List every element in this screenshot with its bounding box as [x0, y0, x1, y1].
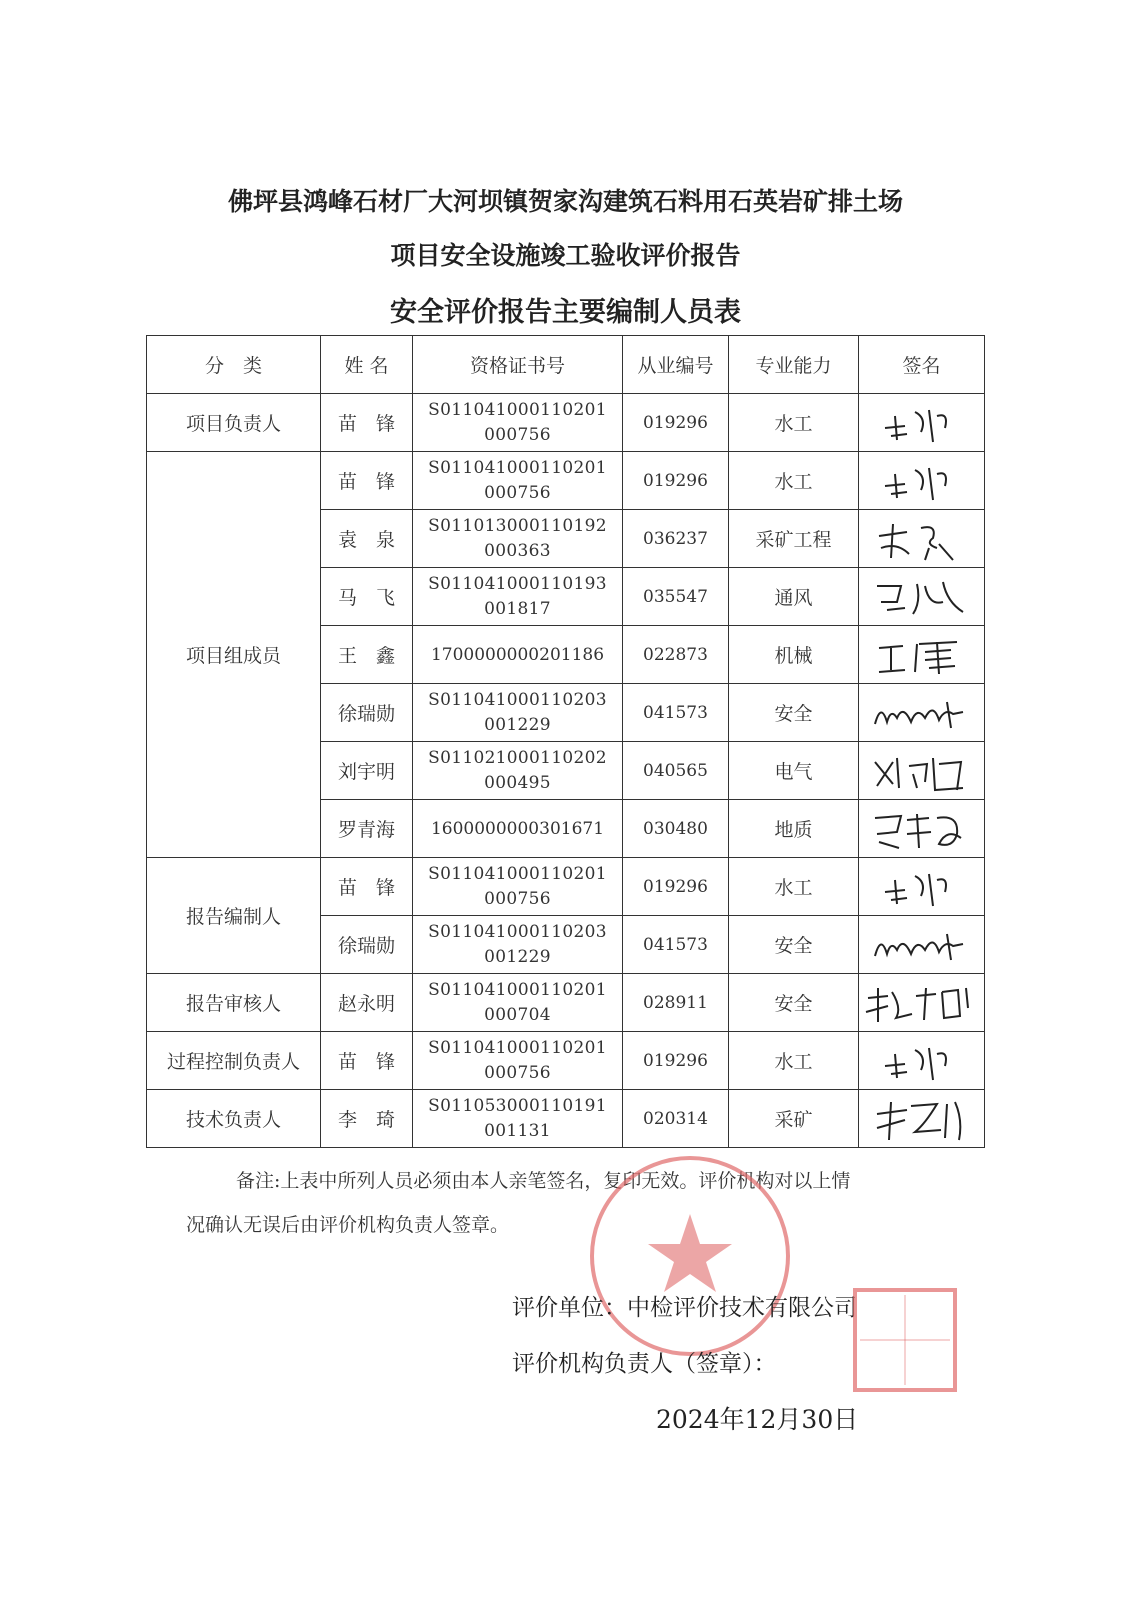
note-line1: 备注:上表中所列人员必须由本人亲笔签名，复印无效。评价机构对以上情: [236, 1170, 851, 1192]
table-row: [147, 1032, 985, 1090]
skill-cell: 安全: [729, 974, 859, 1032]
skill-cell: 通风: [729, 568, 859, 626]
id-cell: 020314: [623, 1090, 729, 1148]
id-cell: 041573: [623, 684, 729, 742]
cert-cell: 1600000000301671: [413, 800, 623, 858]
skill-cell: 电气: [729, 742, 859, 800]
header-signature: 签名: [859, 336, 985, 394]
signature: [859, 568, 985, 626]
skill-cell: 安全: [729, 916, 859, 974]
table-row: [147, 858, 985, 916]
signature: [859, 916, 985, 974]
header-skill: 专业能力: [729, 336, 859, 394]
id-cell: 019296: [623, 858, 729, 916]
name-cell: 赵永明: [321, 974, 413, 1032]
name-cell: 苗 锋: [321, 1032, 413, 1090]
name-cell: 李 琦: [321, 1090, 413, 1148]
document-title-line3: 安全评价报告主要编制人员表: [390, 297, 741, 328]
header-cert: 资格证书号: [413, 336, 623, 394]
id-cell: 019296: [623, 452, 729, 510]
skill-cell: 水工: [729, 858, 859, 916]
signature: [859, 1032, 985, 1090]
signature: [859, 800, 985, 858]
name-cell: 马 飞: [321, 568, 413, 626]
signature: [859, 452, 985, 510]
evaluation-unit: 评价单位：中检评价技术有限公司: [512, 1295, 857, 1321]
signature: [859, 858, 985, 916]
signature: [859, 510, 985, 568]
cert-cell: S011013000110192 000363: [413, 510, 623, 568]
category-cell: 报告编制人: [147, 858, 321, 974]
skill-cell: 采矿工程: [729, 510, 859, 568]
cert-cell: S011041000110193 001817: [413, 568, 623, 626]
cert-cell: S011041000110203 001229: [413, 916, 623, 974]
cert-cell: S011041000110201 000756: [413, 1032, 623, 1090]
category-cell: 报告审核人: [147, 974, 321, 1032]
signature: [859, 394, 985, 452]
cert-cell: S011053000110191 001131: [413, 1090, 623, 1148]
cert-cell: S011041000110203 001229: [413, 684, 623, 742]
signature: [859, 626, 985, 684]
id-cell: 040565: [623, 742, 729, 800]
id-cell: 036237: [623, 510, 729, 568]
staff-table: [146, 335, 985, 1148]
category-cell: 项目组成员: [147, 452, 321, 858]
document-title-line1: 佛坪县鸿峰石材厂大河坝镇贺家沟建筑石料用石英岩矿排土场: [227, 187, 903, 216]
name-cell: 袁 泉: [321, 510, 413, 568]
id-cell: 019296: [623, 1032, 729, 1090]
table-row: [147, 394, 985, 452]
skill-cell: 机械: [729, 626, 859, 684]
id-cell: 030480: [623, 800, 729, 858]
header-category: 分 类: [147, 336, 321, 394]
table-row: [147, 974, 985, 1032]
id-cell: 041573: [623, 916, 729, 974]
name-cell: 徐瑞勋: [321, 684, 413, 742]
signing-date: 2024年12月30日: [656, 1405, 859, 1434]
table-header-row: [147, 336, 985, 394]
skill-cell: 水工: [729, 394, 859, 452]
document-title-line2: 项目安全设施竣工验收评价报告: [390, 241, 741, 270]
cert-cell: S011041000110201 000756: [413, 394, 623, 452]
skill-cell: 地质: [729, 800, 859, 858]
name-cell: 罗青海: [321, 800, 413, 858]
signature: [859, 974, 985, 1032]
name-cell: 王 鑫: [321, 626, 413, 684]
id-cell: 019296: [623, 394, 729, 452]
name-cell: 苗 锋: [321, 452, 413, 510]
id-cell: 022873: [623, 626, 729, 684]
personal-seal: [850, 1285, 960, 1395]
note-line2: 况确认无误后由评价机构负责人签章。: [186, 1214, 510, 1236]
skill-cell: 水工: [729, 452, 859, 510]
category-cell: 过程控制负责人: [147, 1032, 321, 1090]
table-row: [147, 452, 985, 510]
evaluation-head: 评价机构负责人（签章）：: [512, 1351, 777, 1377]
header-id: 从业编号: [623, 336, 729, 394]
header-name: 姓 名: [321, 336, 413, 394]
signature: [859, 684, 985, 742]
cert-cell: S011041000110201 000756: [413, 452, 623, 510]
category-cell: 项目负责人: [147, 394, 321, 452]
name-cell: 苗 锋: [321, 858, 413, 916]
id-cell: 035547: [623, 568, 729, 626]
cert-cell: S011041000110201 000756: [413, 858, 623, 916]
table-row: [147, 1090, 985, 1148]
skill-cell: 采矿: [729, 1090, 859, 1148]
cert-cell: S011041000110201 000704: [413, 974, 623, 1032]
name-cell: 刘宇明: [321, 742, 413, 800]
name-cell: 徐瑞勋: [321, 916, 413, 974]
category-cell: 技术负责人: [147, 1090, 321, 1148]
cert-cell: 1700000000201186: [413, 626, 623, 684]
id-cell: 028911: [623, 974, 729, 1032]
skill-cell: 安全: [729, 684, 859, 742]
signature: [859, 742, 985, 800]
signature: [859, 1090, 985, 1148]
skill-cell: 水工: [729, 1032, 859, 1090]
company-seal: [580, 1146, 800, 1366]
cert-cell: S011021000110202 000495: [413, 742, 623, 800]
name-cell: 苗 锋: [321, 394, 413, 452]
